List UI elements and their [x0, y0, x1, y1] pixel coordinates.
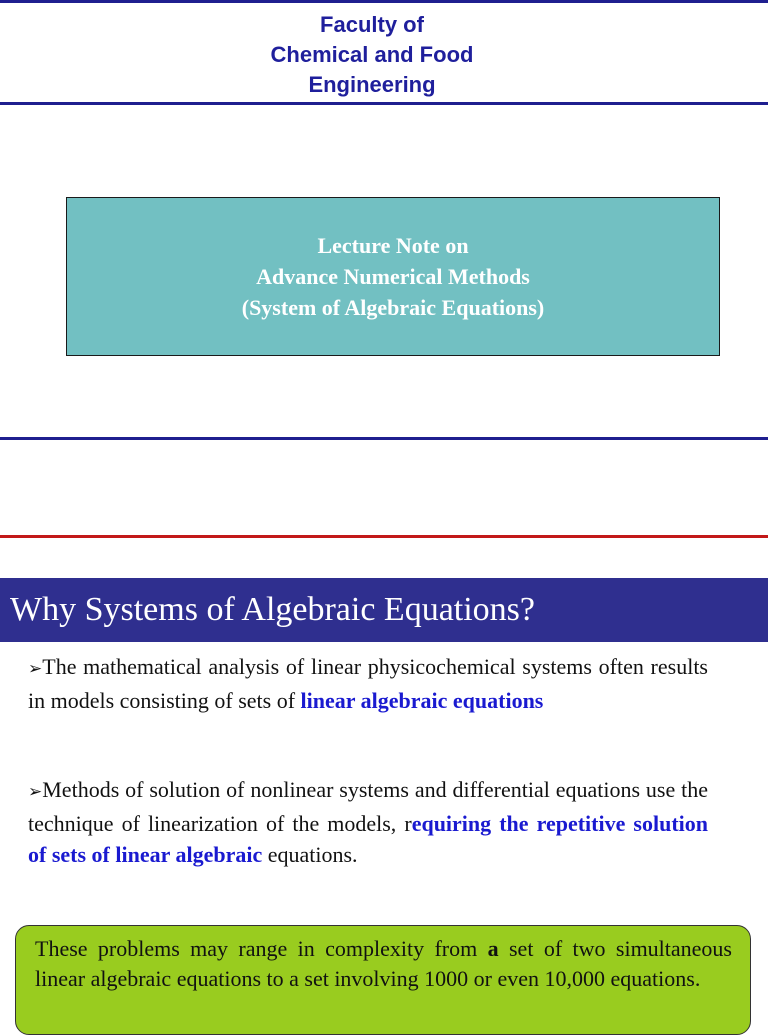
slide1-bottom-rule — [0, 437, 768, 440]
arrowhead-bullet-icon: ➢ — [28, 782, 43, 802]
lecture-line-2: Advance Numerical Methods — [256, 264, 530, 289]
lecture-line-1: Lecture Note on — [317, 233, 469, 258]
paragraph-1-text: The mathematical analysis of linear physicochemical systems often results in models consisting of sets of — [28, 654, 708, 713]
callout-text — [35, 934, 732, 994]
faculty-divider — [0, 102, 768, 105]
top-rule — [0, 0, 768, 3]
callout-before: These problems may range in complexity from — [35, 936, 488, 961]
paragraph-2 — [28, 774, 708, 870]
slide2-top-rule — [0, 535, 768, 538]
paragraph-2-text: Methods of solution of nonlinear systems and differential equations use the technique of linearization of the models, r — [28, 777, 708, 836]
slide2-header-bar — [0, 578, 768, 642]
callout-box — [15, 925, 751, 1035]
callout-bold: a — [487, 936, 499, 961]
lecture-title-box — [66, 197, 720, 356]
faculty-line-3: Engineering — [308, 72, 436, 97]
paragraph-1-highlight: linear algebraic equations — [300, 688, 544, 713]
paragraph-2-highlight: equiring the repetitive solution of sets of linear algebraic — [28, 811, 708, 867]
paragraph-1 — [28, 651, 708, 716]
slide2-title: Why Systems of Algebraic Equations? — [10, 591, 536, 628]
faculty-line-1: Faculty of — [320, 12, 424, 37]
paragraph-2-tail: equations. — [262, 842, 358, 867]
lecture-line-3: (System of Algebraic Equations) — [241, 295, 545, 320]
faculty-title — [0, 10, 744, 100]
arrowhead-bullet-icon: ➢ — [28, 659, 43, 679]
callout-after: set of two simultaneous linear algebraic equations to a set involving 1000 or even 10,000 equations. — [35, 936, 732, 991]
faculty-line-2: Chemical and Food — [270, 42, 474, 67]
